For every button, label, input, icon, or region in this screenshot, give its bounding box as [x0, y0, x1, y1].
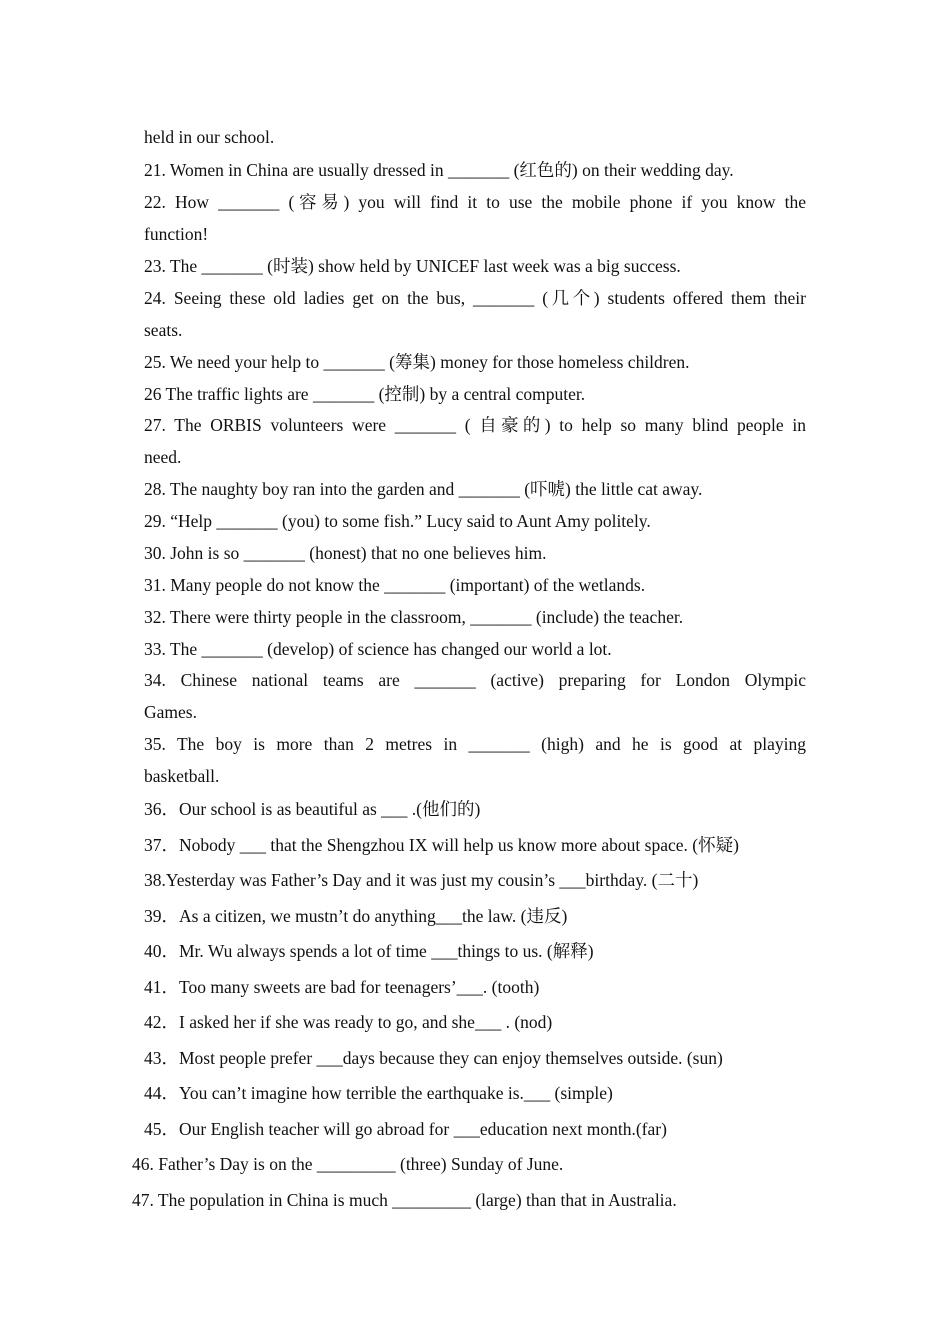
question-32: 32. There were thirty people in the classroom, _______ (include) the teacher.	[144, 607, 684, 627]
question-38: 38.Yesterday was Father’s Day and it was just my cousin’s ___birthday. (二十)	[144, 870, 699, 890]
question-46: 46. Father’s Day is on the _________ (three) Sunday of June.	[132, 1154, 564, 1174]
question-28: 28. The naughty boy ran into the garden and _______ (吓唬) the little cat away.	[144, 479, 703, 499]
question-22-cont: function!	[144, 224, 209, 244]
question-35-cont: basketball.	[144, 766, 220, 786]
question-34: 34. Chinese national teams are _______ (active) preparing for London Olympic	[144, 670, 806, 690]
question-34-cont: Games.	[144, 702, 197, 722]
question-42: 42．I asked her if she was ready to go, and she___ . (nod)	[144, 1012, 553, 1032]
question-23: 23. The _______ (时装) show held by UNICEF last week was a big success.	[144, 256, 681, 276]
question-37: 37．Nobody ___ that the Shengzhou IX will help us know more about space. (怀疑)	[144, 835, 739, 855]
question-43: 43．Most people prefer ___days because they can enjoy themselves outside. (sun)	[144, 1048, 723, 1068]
question-27-cont: need.	[144, 447, 182, 467]
question-24-cont: seats.	[144, 320, 183, 340]
question-24: 24. Seeing these old ladies get on the bus, _______ (几个) students offered them their	[144, 288, 806, 308]
question-39: 39．As a citizen, we mustn’t do anything___the law. (违反)	[144, 906, 568, 926]
question-41: 41．Too many sweets are bad for teenagers’___. (tooth)	[144, 977, 540, 997]
question-22: 22. How _______ (容易) you will find it to use the mobile phone if you know the	[144, 192, 806, 212]
question-26: 26 The traffic lights are _______ (控制) by a central computer.	[144, 384, 586, 404]
text-line-20-end: held in our school.	[144, 127, 275, 147]
question-27: 27. The ORBIS volunteers were _______ ( 自豪的) to help so many blind people in	[144, 415, 806, 435]
question-33: 33. The _______ (develop) of science has changed our world a lot.	[144, 639, 612, 659]
question-30: 30. John is so _______ (honest) that no one believes him.	[144, 543, 547, 563]
question-44: 44．You can’t imagine how terrible the earthquake is.___ (simple)	[144, 1083, 613, 1103]
question-31: 31. Many people do not know the _______ (important) of the wetlands.	[144, 575, 646, 595]
question-25: 25. We need your help to _______ (筹集) money for those homeless children.	[144, 352, 690, 372]
question-40: 40．Mr. Wu always spends a lot of time ___things to us. (解释)	[144, 941, 594, 961]
question-45: 45．Our English teacher will go abroad for ___education next month.(far)	[144, 1119, 667, 1139]
question-35: 35. The boy is more than 2 metres in _______ (high) and he is good at playing	[144, 734, 806, 754]
question-21: 21. Women in China are usually dressed in _______ (红色的) on their wedding day.	[144, 160, 734, 180]
question-29: 29. “Help _______ (you) to some fish.” Lucy said to Aunt Amy politely.	[144, 511, 651, 531]
question-36: 36．Our school is as beautiful as ___ .(他们的)	[144, 799, 481, 819]
question-47: 47. The population in China is much _________ (large) than that in Australia.	[132, 1190, 677, 1210]
